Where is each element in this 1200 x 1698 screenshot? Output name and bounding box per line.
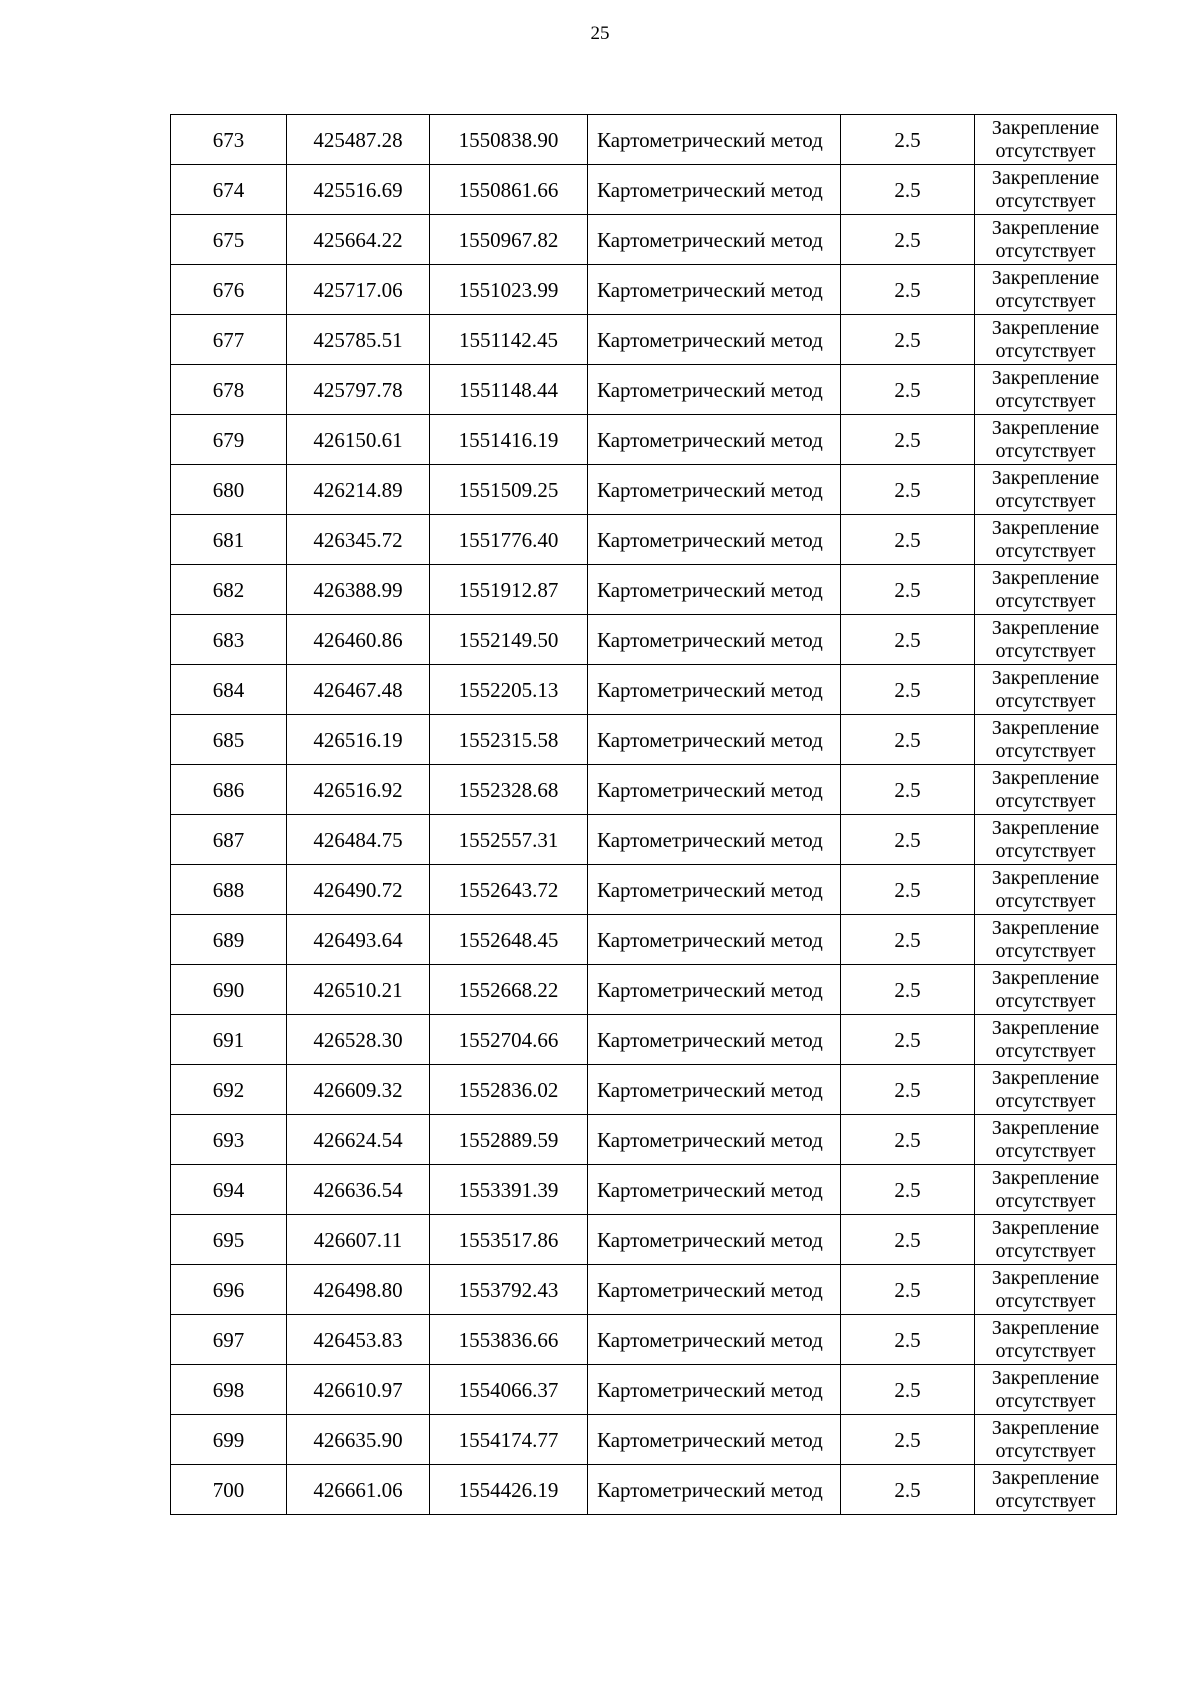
fixation-cell [975, 615, 1117, 665]
y-coordinate-cell: 1552557.31 [430, 815, 588, 865]
table-row [171, 615, 1117, 665]
y-coordinate-cell: 1552836.02 [430, 1065, 588, 1115]
table-row [171, 715, 1117, 765]
accuracy-cell: 2.5 [841, 865, 975, 915]
fixation-text: отсутствует [995, 1189, 1096, 1212]
y-coordinate-cell: 1552643.72 [430, 865, 588, 915]
method-cell: Картометрический метод [588, 1065, 841, 1115]
point-number-cell: 682 [171, 565, 287, 615]
accuracy-cell: 2.5 [841, 1415, 975, 1465]
fixation-text: отсутствует [995, 1289, 1096, 1312]
y-coordinate-cell: 1551776.40 [430, 515, 588, 565]
accuracy-cell: 2.5 [841, 1315, 975, 1365]
y-coordinate-cell: 1551509.25 [430, 465, 588, 515]
fixation-text: отсутствует [995, 1489, 1096, 1512]
point-number-cell: 698 [171, 1365, 287, 1415]
method-cell: Картометрический метод [588, 965, 841, 1015]
x-coordinate-cell: 426636.54 [287, 1165, 430, 1215]
accuracy-cell: 2.5 [841, 715, 975, 765]
point-number-cell: 677 [171, 315, 287, 365]
y-coordinate-cell: 1551416.19 [430, 415, 588, 465]
fixation-cell [975, 1065, 1117, 1115]
method-cell: Картометрический метод [588, 1465, 841, 1515]
table-row [171, 1365, 1117, 1415]
x-coordinate-cell: 426661.06 [287, 1465, 430, 1515]
method-cell: Картометрический метод [588, 765, 841, 815]
y-coordinate-cell: 1552315.58 [430, 715, 588, 765]
fixation-text: Закрепление [991, 316, 1100, 339]
fixation-text: Закрепление [991, 866, 1100, 889]
table-row [171, 865, 1117, 915]
fixation-text: отсутствует [995, 389, 1096, 412]
fixation-text: отсутствует [995, 1239, 1096, 1262]
accuracy-cell: 2.5 [841, 765, 975, 815]
x-coordinate-cell: 426510.21 [287, 965, 430, 1015]
y-coordinate-cell: 1553391.39 [430, 1165, 588, 1215]
fixation-text: Закрепление [991, 466, 1100, 489]
table-row [171, 365, 1117, 415]
y-coordinate-cell: 1552704.66 [430, 1015, 588, 1065]
fixation-cell [975, 265, 1117, 315]
y-coordinate-cell: 1551023.99 [430, 265, 588, 315]
point-number-cell: 684 [171, 665, 287, 715]
accuracy-cell: 2.5 [841, 915, 975, 965]
x-coordinate-cell: 426460.86 [287, 615, 430, 665]
fixation-cell [975, 815, 1117, 865]
point-number-cell: 688 [171, 865, 287, 915]
table-row [171, 115, 1117, 165]
table-row [171, 265, 1117, 315]
table-row [171, 915, 1117, 965]
fixation-text: Закрепление [991, 1266, 1100, 1289]
y-coordinate-cell: 1553836.66 [430, 1315, 588, 1365]
table-row [171, 665, 1117, 715]
x-coordinate-cell: 425785.51 [287, 315, 430, 365]
y-coordinate-cell: 1554066.37 [430, 1365, 588, 1415]
y-coordinate-cell: 1551912.87 [430, 565, 588, 615]
fixation-text: отсутствует [995, 939, 1096, 962]
accuracy-cell: 2.5 [841, 1165, 975, 1215]
point-number-cell: 678 [171, 365, 287, 415]
accuracy-cell: 2.5 [841, 665, 975, 715]
table-row [171, 215, 1117, 265]
y-coordinate-cell: 1554174.77 [430, 1415, 588, 1465]
accuracy-cell: 2.5 [841, 1065, 975, 1115]
method-cell: Картометрический метод [588, 615, 841, 665]
point-number-cell: 685 [171, 715, 287, 765]
x-coordinate-cell: 426453.83 [287, 1315, 430, 1365]
accuracy-cell: 2.5 [841, 1265, 975, 1315]
point-number-cell: 676 [171, 265, 287, 315]
x-coordinate-cell: 426490.72 [287, 865, 430, 915]
method-cell: Картометрический метод [588, 865, 841, 915]
fixation-cell [975, 1165, 1117, 1215]
fixation-cell [975, 965, 1117, 1015]
fixation-text: отсутствует [995, 539, 1096, 562]
point-number-cell: 680 [171, 465, 287, 515]
y-coordinate-cell: 1551148.44 [430, 365, 588, 415]
fixation-text: Закрепление [991, 366, 1100, 389]
table-row [171, 465, 1117, 515]
method-cell: Картометрический метод [588, 1165, 841, 1215]
fixation-cell [975, 715, 1117, 765]
fixation-text: отсутствует [995, 1389, 1096, 1412]
point-number-cell: 699 [171, 1415, 287, 1465]
method-cell: Картометрический метод [588, 665, 841, 715]
x-coordinate-cell: 426609.32 [287, 1065, 430, 1115]
table-row [171, 765, 1117, 815]
table-row [171, 815, 1117, 865]
fixation-text: Закрепление [991, 566, 1100, 589]
accuracy-cell: 2.5 [841, 315, 975, 365]
fixation-cell [975, 1265, 1117, 1315]
y-coordinate-cell: 1552889.59 [430, 1115, 588, 1165]
fixation-text: Закрепление [991, 1366, 1100, 1389]
x-coordinate-cell: 426624.54 [287, 1115, 430, 1165]
fixation-text: Закрепление [991, 766, 1100, 789]
table-row [171, 1215, 1117, 1265]
accuracy-cell: 2.5 [841, 1015, 975, 1065]
fixation-cell [975, 665, 1117, 715]
y-coordinate-cell: 1553517.86 [430, 1215, 588, 1265]
fixation-text: отсутствует [995, 739, 1096, 762]
table-row [171, 965, 1117, 1015]
table-body [171, 115, 1117, 1515]
fixation-text: отсутствует [995, 139, 1096, 162]
fixation-cell [975, 1415, 1117, 1465]
fixation-text: Закрепление [991, 1216, 1100, 1239]
x-coordinate-cell: 425797.78 [287, 365, 430, 415]
fixation-text: отсутствует [995, 239, 1096, 262]
fixation-text: отсутствует [995, 489, 1096, 512]
fixation-text: Закрепление [991, 116, 1100, 139]
fixation-text: Закрепление [991, 1466, 1100, 1489]
fixation-cell [975, 1215, 1117, 1265]
fixation-text: отсутствует [995, 1439, 1096, 1462]
fixation-cell [975, 515, 1117, 565]
coordinates-table [170, 114, 1117, 1515]
fixation-cell [975, 415, 1117, 465]
table-row [171, 515, 1117, 565]
fixation-text: отсутствует [995, 889, 1096, 912]
accuracy-cell: 2.5 [841, 815, 975, 865]
fixation-cell [975, 765, 1117, 815]
x-coordinate-cell: 426528.30 [287, 1015, 430, 1065]
method-cell: Картометрический метод [588, 365, 841, 415]
x-coordinate-cell: 426516.19 [287, 715, 430, 765]
fixation-cell [975, 865, 1117, 915]
accuracy-cell: 2.5 [841, 515, 975, 565]
point-number-cell: 687 [171, 815, 287, 865]
x-coordinate-cell: 425664.22 [287, 215, 430, 265]
page-number: 25 [590, 23, 610, 44]
point-number-cell: 700 [171, 1465, 287, 1515]
fixation-cell [975, 115, 1117, 165]
point-number-cell: 686 [171, 765, 287, 815]
fixation-cell [975, 215, 1117, 265]
table-row [171, 1315, 1117, 1365]
point-number-cell: 674 [171, 165, 287, 215]
fixation-cell [975, 915, 1117, 965]
table-row [171, 1065, 1117, 1115]
table-row [171, 415, 1117, 465]
fixation-text: отсутствует [995, 1089, 1096, 1112]
x-coordinate-cell: 426635.90 [287, 1415, 430, 1465]
accuracy-cell: 2.5 [841, 565, 975, 615]
point-number-cell: 694 [171, 1165, 287, 1215]
method-cell: Картометрический метод [588, 1415, 841, 1465]
x-coordinate-cell: 425717.06 [287, 265, 430, 315]
method-cell: Картометрический метод [588, 1215, 841, 1265]
y-coordinate-cell: 1552328.68 [430, 765, 588, 815]
y-coordinate-cell: 1552648.45 [430, 915, 588, 965]
method-cell: Картометрический метод [588, 1315, 841, 1365]
fixation-text: отсутствует [995, 1039, 1096, 1062]
fixation-cell [975, 1315, 1117, 1365]
fixation-text: Закрепление [991, 916, 1100, 939]
y-coordinate-cell: 1550838.90 [430, 115, 588, 165]
fixation-text: Закрепление [991, 666, 1100, 689]
fixation-text: отсутствует [995, 589, 1096, 612]
fixation-text: Закрепление [991, 1116, 1100, 1139]
accuracy-cell: 2.5 [841, 365, 975, 415]
accuracy-cell: 2.5 [841, 1215, 975, 1265]
accuracy-cell: 2.5 [841, 1115, 975, 1165]
accuracy-cell: 2.5 [841, 115, 975, 165]
y-coordinate-cell: 1554426.19 [430, 1465, 588, 1515]
y-coordinate-cell: 1552149.50 [430, 615, 588, 665]
accuracy-cell: 2.5 [841, 1465, 975, 1515]
fixation-cell [975, 365, 1117, 415]
point-number-cell: 683 [171, 615, 287, 665]
method-cell: Картометрический метод [588, 1265, 841, 1315]
point-number-cell: 695 [171, 1215, 287, 1265]
x-coordinate-cell: 426610.97 [287, 1365, 430, 1415]
method-cell: Картометрический метод [588, 815, 841, 865]
method-cell: Картометрический метод [588, 165, 841, 215]
fixation-text: отсутствует [995, 189, 1096, 212]
fixation-cell [975, 315, 1117, 365]
method-cell: Картометрический метод [588, 465, 841, 515]
x-coordinate-cell: 425516.69 [287, 165, 430, 215]
table-row [171, 1465, 1117, 1515]
y-coordinate-cell: 1551142.45 [430, 315, 588, 365]
fixation-cell [975, 1465, 1117, 1515]
accuracy-cell: 2.5 [841, 465, 975, 515]
fixation-text: Закрепление [991, 1166, 1100, 1189]
point-number-cell: 690 [171, 965, 287, 1015]
x-coordinate-cell: 425487.28 [287, 115, 430, 165]
accuracy-cell: 2.5 [841, 965, 975, 1015]
fixation-text: отсутствует [995, 839, 1096, 862]
y-coordinate-cell: 1553792.43 [430, 1265, 588, 1315]
fixation-text: Закрепление [991, 616, 1100, 639]
fixation-text: Закрепление [991, 1416, 1100, 1439]
point-number-cell: 693 [171, 1115, 287, 1165]
fixation-text: Закрепление [991, 1316, 1100, 1339]
fixation-text: Закрепление [991, 216, 1100, 239]
x-coordinate-cell: 426516.92 [287, 765, 430, 815]
y-coordinate-cell: 1552668.22 [430, 965, 588, 1015]
method-cell: Картометрический метод [588, 715, 841, 765]
accuracy-cell: 2.5 [841, 415, 975, 465]
x-coordinate-cell: 426484.75 [287, 815, 430, 865]
fixation-cell [975, 1365, 1117, 1415]
accuracy-cell: 2.5 [841, 165, 975, 215]
fixation-text: Закрепление [991, 716, 1100, 739]
fixation-text: Закрепление [991, 416, 1100, 439]
fixation-text: Закрепление [991, 516, 1100, 539]
table-row [171, 1165, 1117, 1215]
fixation-text: Закрепление [991, 1066, 1100, 1089]
point-number-cell: 675 [171, 215, 287, 265]
fixation-text: отсутствует [995, 989, 1096, 1012]
fixation-text: Закрепление [991, 166, 1100, 189]
method-cell: Картометрический метод [588, 515, 841, 565]
x-coordinate-cell: 426214.89 [287, 465, 430, 515]
point-number-cell: 696 [171, 1265, 287, 1315]
method-cell: Картометрический метод [588, 315, 841, 365]
method-cell: Картометрический метод [588, 1015, 841, 1065]
point-number-cell: 689 [171, 915, 287, 965]
fixation-text: отсутствует [995, 1139, 1096, 1162]
table-row [171, 565, 1117, 615]
y-coordinate-cell: 1552205.13 [430, 665, 588, 715]
table-row [171, 1015, 1117, 1065]
method-cell: Картометрический метод [588, 1365, 841, 1415]
x-coordinate-cell: 426607.11 [287, 1215, 430, 1265]
x-coordinate-cell: 426467.48 [287, 665, 430, 715]
fixation-text: отсутствует [995, 789, 1096, 812]
fixation-text: отсутствует [995, 339, 1096, 362]
fixation-cell [975, 465, 1117, 515]
x-coordinate-cell: 426345.72 [287, 515, 430, 565]
method-cell: Картометрический метод [588, 415, 841, 465]
y-coordinate-cell: 1550967.82 [430, 215, 588, 265]
method-cell: Картометрический метод [588, 565, 841, 615]
x-coordinate-cell: 426388.99 [287, 565, 430, 615]
point-number-cell: 681 [171, 515, 287, 565]
fixation-text: Закрепление [991, 1016, 1100, 1039]
method-cell: Картометрический метод [588, 265, 841, 315]
table-row [171, 315, 1117, 365]
point-number-cell: 691 [171, 1015, 287, 1065]
fixation-text: отсутствует [995, 689, 1096, 712]
accuracy-cell: 2.5 [841, 1365, 975, 1415]
table-row [171, 165, 1117, 215]
fixation-text: Закрепление [991, 266, 1100, 289]
fixation-cell [975, 1015, 1117, 1065]
fixation-text: Закрепление [991, 816, 1100, 839]
accuracy-cell: 2.5 [841, 215, 975, 265]
y-coordinate-cell: 1550861.66 [430, 165, 588, 215]
accuracy-cell: 2.5 [841, 615, 975, 665]
point-number-cell: 692 [171, 1065, 287, 1115]
fixation-text: отсутствует [995, 1339, 1096, 1362]
method-cell: Картометрический метод [588, 215, 841, 265]
table-row [171, 1415, 1117, 1465]
fixation-text: отсутствует [995, 639, 1096, 662]
method-cell: Картометрический метод [588, 915, 841, 965]
accuracy-cell: 2.5 [841, 265, 975, 315]
table-row [171, 1265, 1117, 1315]
point-number-cell: 679 [171, 415, 287, 465]
method-cell: Картометрический метод [588, 1115, 841, 1165]
fixation-text: отсутствует [995, 439, 1096, 462]
x-coordinate-cell: 426150.61 [287, 415, 430, 465]
fixation-cell [975, 565, 1117, 615]
point-number-cell: 697 [171, 1315, 287, 1365]
point-number-cell: 673 [171, 115, 287, 165]
table-row [171, 1115, 1117, 1165]
fixation-text: отсутствует [995, 289, 1096, 312]
fixation-cell [975, 1115, 1117, 1165]
fixation-text: Закрепление [991, 966, 1100, 989]
fixation-cell [975, 165, 1117, 215]
x-coordinate-cell: 426498.80 [287, 1265, 430, 1315]
x-coordinate-cell: 426493.64 [287, 915, 430, 965]
method-cell: Картометрический метод [588, 115, 841, 165]
